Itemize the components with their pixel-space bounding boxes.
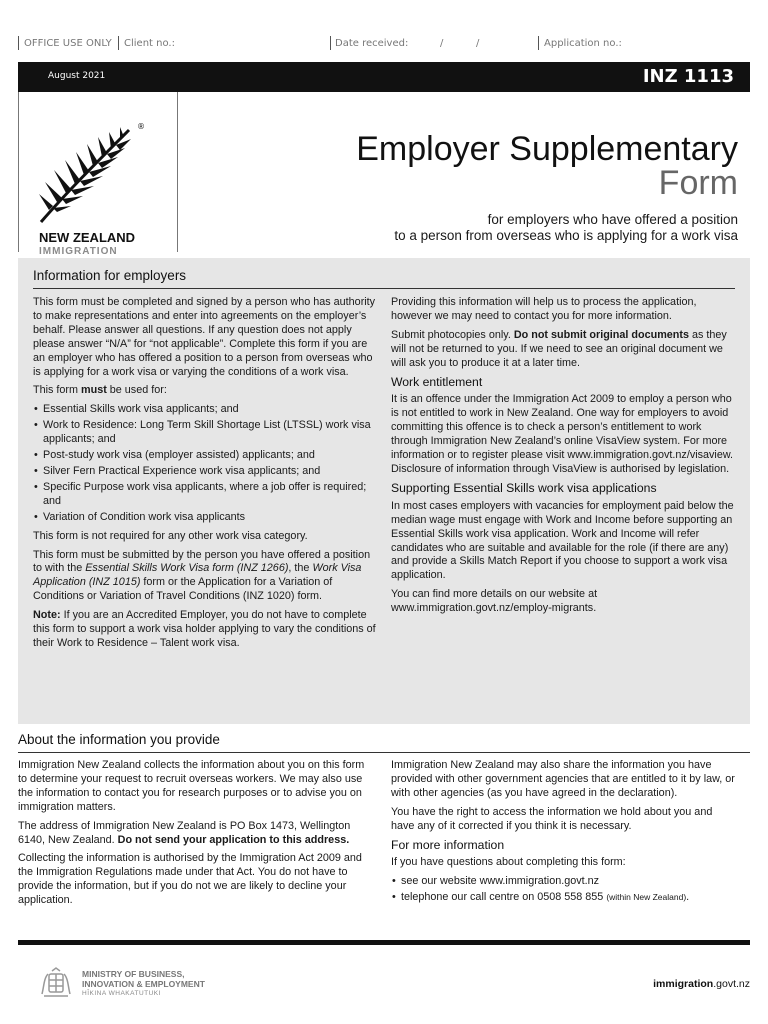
mbie-line: INNOVATION & EMPLOYMENT [82, 979, 205, 989]
site-bold: immigration [653, 978, 714, 990]
paragraph: The address of Immigration New Zealand is PO Box 1473, Wellington 6140, New Zealand. Do not send your application to this address. [18, 819, 351, 846]
paragraph: This form is not required for any other work visa category. [33, 529, 308, 542]
paragraph: You have the right to access the information we hold about you and have any of it corrected if you think it is necessary. [391, 805, 713, 832]
office-use-label: OFFICE USE ONLY [24, 38, 112, 49]
date-separator: / [440, 38, 444, 49]
paragraph: If you have questions about completing this form: [391, 856, 626, 869]
form-date: August 2021 [48, 71, 106, 81]
subheading-work-entitlement: Work entitlement [391, 374, 483, 389]
about-right-column [391, 759, 736, 910]
list-item: • Variation of Condition work visa applicants [33, 511, 378, 525]
section-heading: Information for employers [33, 268, 187, 283]
paragraph: Immigration New Zealand collects the information about you on this form to determine your request to recruit overseas workers. We may also use the information to contact you for research purposes or to advise you on immigration matters. [18, 759, 365, 813]
subtitle-line: for employers who have offered a position [487, 212, 738, 227]
office-use-row [18, 36, 750, 52]
paragraph: Providing this information will help us to process the application, however we may need to contact you for more information. [391, 296, 697, 322]
paragraph: Immigration New Zealand may also share the information you have provided with other government agencies that are entitled to it by law, or with other agencies (as you have agreed in the declaration). [391, 759, 735, 799]
list-item: • Specific Purpose work visa applicants, where a job offer is required; and [33, 481, 378, 509]
silver-fern-icon [37, 122, 147, 228]
client-no-label: Client no.: [124, 38, 175, 49]
paragraph: In most cases employers with vacancies for employment paid below the median wage must engage with Work and Income before supporting an Essential Skills work visa application. Work and Income will refer candidates who are suitable and available for the role (if there are any) and provide a Skills Match Report if you choose to support a work visa application. [391, 499, 734, 582]
divider [118, 36, 119, 50]
logo-text-new-zealand: NEW ZEALAND [39, 230, 136, 245]
form-header [18, 92, 750, 257]
coat-of-arms-icon [38, 966, 74, 1000]
page-subtitle [178, 212, 738, 244]
website-link[interactable] [653, 978, 750, 990]
divider [18, 752, 750, 753]
list-item: • Work to Residence: Long Term Skill Shortage List (LTSSL) work visa applicants; and [33, 419, 378, 447]
list-item: • see our website www.immigration.govt.nz [391, 875, 736, 889]
divider [330, 36, 331, 50]
contact-list [391, 875, 736, 905]
info-right-column [391, 296, 736, 621]
divider [18, 36, 19, 50]
mbie-name [82, 969, 205, 989]
list-item: • Silver Fern Practical Experience work visa applicants; and [33, 465, 378, 479]
form-code: INZ 1113 [642, 66, 734, 87]
divider [538, 36, 539, 50]
about-left-column [18, 759, 368, 913]
top-bar [18, 62, 750, 92]
info-left-column [33, 296, 378, 656]
divider [18, 940, 750, 945]
subheading-supporting-essential-skills: Supporting Essential Skills work visa applications [391, 480, 657, 495]
info-for-employers-panel [18, 258, 750, 724]
paragraph: This form must be used for: [33, 384, 167, 397]
page-title-form: Form [658, 164, 738, 202]
site-rest: .govt.nz [713, 978, 750, 990]
paragraph: Submit photocopies only. Do not submit original documents as they will not be returned to you. If we need to see an original document we will ask you to produce it at a later time. [391, 328, 727, 369]
note-paragraph: Note: If you are an Accredited Employer, you do not have to complete this form to support a work visa holder applying to vary the conditions of their Work to Residence – Talent work visa. [33, 609, 376, 649]
list-item: • Essential Skills work visa applicants; and [33, 403, 378, 417]
logo-text-immigration: IMMIGRATION [39, 246, 118, 257]
page-title: Employer Supplementary [356, 130, 738, 168]
paragraph: This form must be completed and signed by a person who has authority to make representations and enter into agreements on the employer’s behalf. Please answer all questions. If any question does not apply please answer “N/A” for “not applicable”. Complete this form if you are an employer who has offered a position to a person from overseas who is applying for a work visa or varying the conditions of a work visa. [33, 296, 376, 378]
list-item: • telephone our call centre on 0508 558 855 (within New Zealand). [391, 891, 736, 905]
paragraph: You can find more details on our website at www.immigration.govt.nz/employ-migrants. [391, 588, 598, 615]
date-received-label: Date received: [335, 38, 409, 49]
date-separator: / [476, 38, 480, 49]
paragraph: This form must be submitted by the person you have offered a position to with the Essential Skills Work Visa form (INZ 1266), the Work Visa Application (INZ 1015) form or the Application for a Variation of Conditions or Variation of Travel Conditions (INZ 1020) form. [33, 548, 371, 603]
visa-type-list [33, 403, 378, 524]
paragraph: Collecting the information is authorised by the Immigration Act 2009 and the Immigration Regulations made under that Act. You do not have to provide the information, but if you do not we are likely to decline your application. [18, 852, 362, 907]
list-item: • Post-study work visa (employer assisted) applicants; and [33, 449, 378, 463]
mbie-logo [38, 966, 238, 1002]
application-no-label: Application no.: [544, 38, 622, 49]
subheading-more-information: For more information [391, 837, 505, 852]
subtitle-line: to a person from overseas who is applying for a work visa [394, 228, 738, 243]
paragraph: It is an offence under the Immigration Act 2009 to employ a person who is not entitled to work in New Zealand. One way for employers to avoid committing this offence is to check a person’s entitlement to work through Immigration New Zealand’s online VisaView system. For more information or to register please visit www.immigration.govt.nz/visaview. Disclosure of information through VisaView is authorised by legislation. [391, 393, 734, 475]
divider [33, 288, 735, 289]
mbie-maori-name: HĪKINA WHAKATUTUKI [82, 990, 161, 997]
mbie-line: MINISTRY OF BUSINESS, [82, 969, 185, 979]
section-heading: About the information you provide [18, 732, 220, 747]
trademark-symbol: ® [137, 122, 145, 131]
nz-immigration-logo [37, 122, 147, 257]
